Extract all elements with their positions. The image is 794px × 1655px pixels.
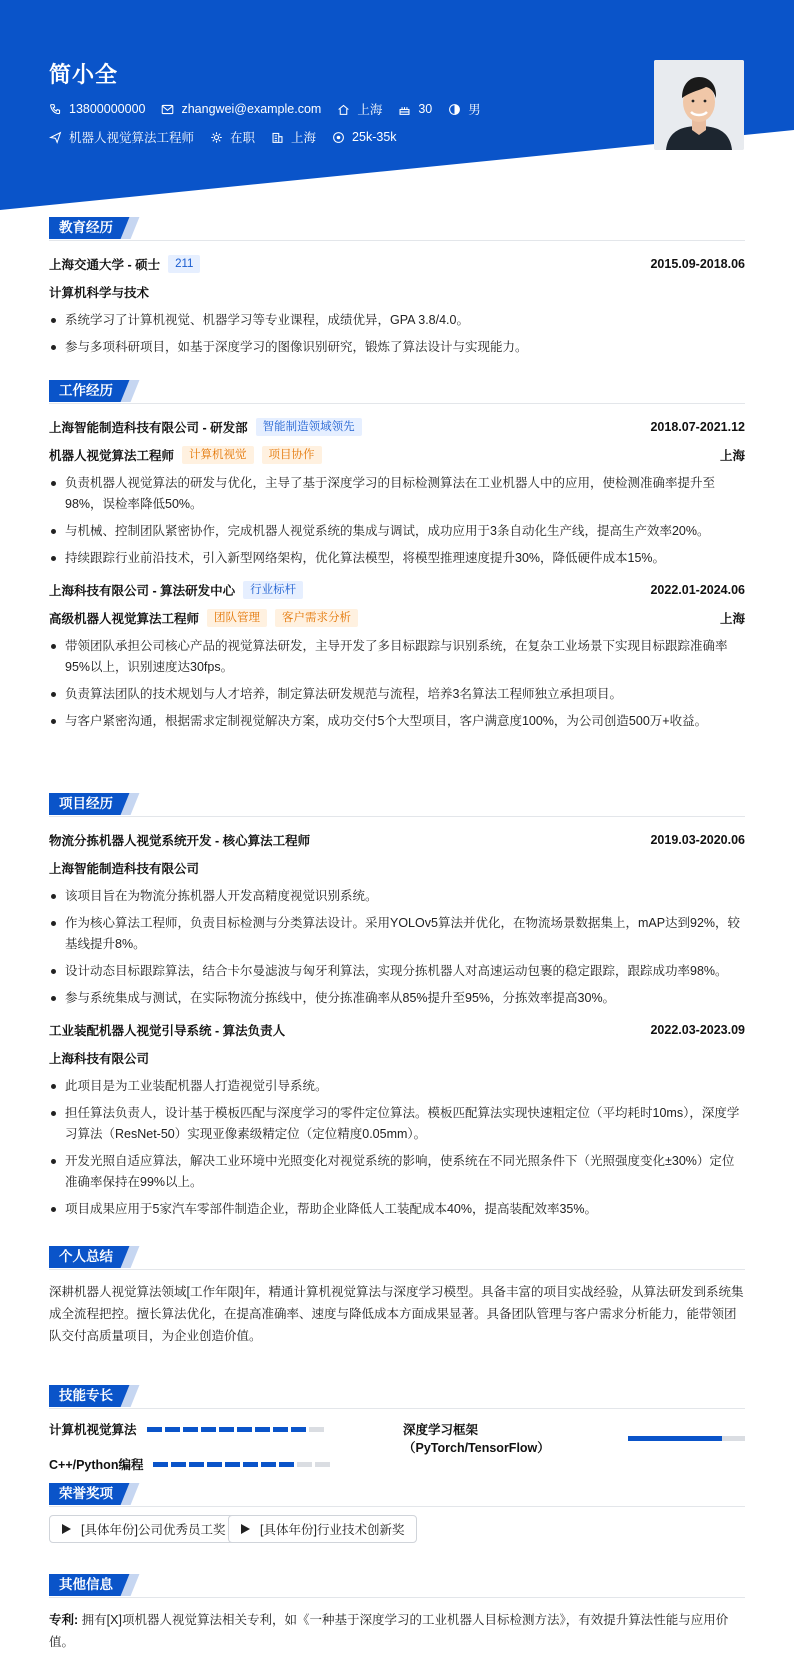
projects-section [49, 793, 745, 1216]
section-title: 荣誉奖项 [49, 1483, 123, 1505]
skill-segment [201, 1427, 216, 1432]
summary-section [49, 1246, 745, 1343]
email-text: zhangwei@example.com [181, 102, 322, 116]
salary-item [332, 130, 396, 144]
skill-tag: 团队管理 [207, 609, 267, 627]
skills-section [49, 1385, 745, 1472]
play-icon [62, 1524, 71, 1534]
skill-item [403, 1420, 745, 1456]
avatar [654, 60, 744, 150]
list-item: 带领团队承担公司核心产品的视觉算法研发，主导开发了多目标跟踪与识别系统，在复杂工业场景下实现目标跟踪准确率95%以上，识别速度达30fps。 [49, 636, 745, 678]
location-item [337, 100, 382, 118]
other-section [49, 1574, 745, 1649]
list-item: 负责机器人视觉算法的研发与优化，主导了基于深度学习的目标检测算法在工业机器人中的应用，使检测准确率提升至98%，误检率降低50%。 [49, 473, 745, 515]
section-header [49, 793, 745, 817]
list-item: 作为核心算法工程师，负责目标检测与分类算法设计。采用YOLOv5算法并优化，在物流场景数据集上，mAP达到92%，较基线提升8%。 [49, 913, 745, 955]
skill-tag: 计算机视觉 [182, 446, 254, 464]
list-item: 与客户紧密沟通，根据需求定制视觉解决方案，成功交付5个大型项目，客户满意度100%，为公司创造500万+收益。 [49, 711, 745, 732]
section-header [49, 217, 745, 241]
awards-list [49, 1515, 745, 1545]
project-bullets [49, 1076, 745, 1226]
skill-level-fill [628, 1436, 722, 1441]
home-icon [337, 103, 350, 116]
skill-name: C++/Python编程 [49, 1458, 144, 1472]
list-item: 参与多项科研项目，如基于深度学习的图像识别研究，锻炼了算法设计与实现能力。 [49, 337, 745, 358]
skill-segment [183, 1427, 198, 1432]
work-city: 上海 [719, 612, 745, 626]
job-target-text: 机器人视觉算法工程师 [69, 131, 195, 145]
project-header [49, 831, 745, 849]
candidate-name: 简小全 [49, 62, 119, 87]
list-item: 担任算法负责人，设计基于模板匹配与深度学习的零件定位算法。模板匹配算法实现快速粗定位（平均耗时10ms），深度学习算法（ResNet-50）实现亚像素级精定位（定位精度0.05mm）。 [49, 1103, 745, 1145]
job-title: 机器人视觉算法工程师 [49, 449, 175, 463]
school-tag: 211 [168, 255, 200, 273]
skill-segment [255, 1427, 270, 1432]
work-title-row [49, 609, 745, 627]
skill-segment [207, 1462, 222, 1467]
work-title-row [49, 446, 745, 464]
skill-segment [273, 1427, 288, 1432]
awards-section [49, 1483, 745, 1537]
skill-segment [309, 1427, 324, 1432]
skill-segment [219, 1427, 234, 1432]
award-text: [具体年份]公司优秀员工奖 [81, 1523, 226, 1537]
skill-segment [237, 1427, 252, 1432]
project-org-row [49, 859, 745, 877]
work-city: 上海 [719, 449, 745, 463]
gender-item [448, 100, 481, 118]
project-date: 2022.03-2023.09 [650, 1023, 745, 1037]
phone-icon [49, 103, 62, 116]
cake-icon [398, 103, 411, 116]
section-title: 其他信息 [49, 1574, 123, 1596]
project-org: 上海智能制造科技有限公司 [49, 862, 200, 876]
status-item [210, 128, 255, 146]
age-item [398, 102, 432, 116]
company-tag: 智能制造领域领先 [256, 418, 362, 436]
skill-level-bar [628, 1436, 745, 1441]
section-title: 教育经历 [49, 217, 123, 239]
target-city-text: 上海 [291, 131, 317, 145]
building-icon [271, 131, 284, 144]
skill-tag: 项目协作 [262, 446, 322, 464]
project-org: 上海科技有限公司 [49, 1052, 150, 1066]
list-item: 参与系统集成与测试，在实际物流分拣线中，使分拣准确率从85%提升至95%，分拣效率提高30%。 [49, 988, 745, 1009]
education-section [49, 217, 745, 354]
skill-segment [171, 1462, 186, 1467]
section-header [49, 380, 745, 404]
job-title: 高级机器人视觉算法工程师 [49, 612, 200, 626]
skill-segment [189, 1462, 204, 1467]
skill-tag: 客户需求分析 [275, 609, 358, 627]
company-name: 上海科技有限公司 - 算法研发中心 [49, 584, 236, 598]
summary-text: 深耕机器人视觉算法领域[工作年限]年，精通计算机视觉算法与深度学习模型。具备丰富的项目实战经验，从算法研发到系统集成全流程把控。擅长算法优化，在提高准确率、速度与降低成本方面成果显著。具备团队管理与客户需求分析能力，能带领团队交付高质量项目，为企业创造价值。 [49, 1285, 744, 1343]
skill-level-bar [153, 1462, 333, 1467]
phone-item [49, 102, 145, 116]
section-title: 个人总结 [49, 1246, 123, 1268]
section-title: 项目经历 [49, 793, 123, 815]
email-item [161, 102, 321, 116]
job-target-item [49, 128, 194, 146]
intent-row [49, 128, 413, 146]
skill-name: 计算机视觉算法 [49, 1423, 137, 1437]
list-item: 系统学习了计算机视觉、机器学习等专业课程，成绩优异，GPA 3.8/4.0。 [49, 310, 745, 331]
skill-segment [315, 1462, 330, 1467]
list-item: 与机械、控制团队紧密协作，完成机器人视觉系统的集成与调试，成功应用于3条自动化生产线，提高生产效率20%。 [49, 521, 745, 542]
work-header [49, 418, 745, 436]
list-item: 设计动态目标跟踪算法，结合卡尔曼滤波与匈牙利算法，实现分拣机器人对高速运动包裹的稳定跟踪，跟踪成功率98%。 [49, 961, 745, 982]
patent-line [49, 1609, 745, 1653]
list-item: 项目成果应用于5家汽车零部件制造企业，帮助企业降低人工装配成本40%，提高装配效率35%。 [49, 1199, 745, 1220]
work-date: 2018.07-2021.12 [650, 420, 745, 434]
award-text: [具体年份]行业技术创新奖 [260, 1523, 405, 1537]
play-icon [241, 1524, 250, 1534]
major-row [49, 283, 745, 301]
skill-segment [165, 1427, 180, 1432]
award-chip [228, 1515, 417, 1543]
skill-segment [225, 1462, 240, 1467]
company-name: 上海智能制造科技有限公司 - 研发部 [49, 421, 248, 435]
section-title: 技能专长 [49, 1385, 123, 1407]
mail-icon [161, 103, 174, 116]
age-text: 30 [418, 102, 433, 116]
patent-text: 拥有[X]项机器人视觉算法相关专利，如《一种基于深度学习的工业机器人目标检测方法》，有效提升算法性能与应用价值。 [49, 1613, 729, 1649]
section-header [49, 1574, 745, 1598]
section-header [49, 1385, 745, 1409]
education-date: 2015.09-2018.06 [650, 257, 745, 271]
project-date: 2019.03-2020.06 [650, 833, 745, 847]
gender-icon [448, 103, 461, 116]
work-date: 2022.01-2024.06 [650, 583, 745, 597]
work-section [49, 380, 745, 728]
section-header [49, 1246, 745, 1270]
work-bullets [49, 636, 745, 738]
list-item: 开发光照自适应算法，解决工业环境中光照变化对视觉系统的影响，使系统在不同光照条件下（光照强度变化±30%）定位准确率保持在99%以上。 [49, 1151, 745, 1193]
gear-icon [210, 131, 223, 144]
education-header [49, 255, 745, 273]
list-item: 持续跟踪行业前沿技术，引入新型网络架构，优化算法模型，将模型推理速度提升30%，降低硬件成本15%。 [49, 548, 745, 569]
project-bullets [49, 886, 745, 1015]
list-item: 负责算法团队的技术规划与人才培养，制定算法研发规范与流程，培养3名算法工程师独立承担项目。 [49, 684, 745, 705]
list-item: 此项目是为工业装配机器人打造视觉引导系统。 [49, 1076, 745, 1097]
section-header [49, 1483, 745, 1507]
skill-segment [153, 1462, 168, 1467]
section-title: 工作经历 [49, 380, 123, 402]
salary-text: 25k-35k [352, 130, 397, 144]
phone-text: 13800000000 [69, 102, 146, 116]
school-name: 上海交通大学 - 硕士 [49, 258, 161, 272]
skill-segment [243, 1462, 258, 1467]
list-item: 该项目旨在为物流分拣机器人开发高精度视觉识别系统。 [49, 886, 745, 907]
patent-label: 专利: [49, 1613, 79, 1627]
skill-segment [147, 1427, 162, 1432]
education-bullets [49, 310, 745, 364]
skill-item [49, 1420, 327, 1438]
target-city-item [271, 128, 316, 146]
project-name: 物流分拣机器人视觉系统开发 - 核心算法工程师 [49, 834, 311, 848]
work-bullets [49, 473, 745, 575]
skill-name: 深度学习框架（PyTorch/TensorFlow） [403, 1423, 550, 1455]
gender-text: 男 [468, 103, 481, 117]
project-name: 工业装配机器人视觉引导系统 - 算法负责人 [49, 1024, 286, 1038]
skill-level-bar [147, 1427, 327, 1432]
award-chip [49, 1515, 238, 1543]
skill-segment [297, 1462, 312, 1467]
major: 计算机科学与技术 [49, 286, 150, 300]
project-header [49, 1021, 745, 1039]
skill-segment [291, 1427, 306, 1432]
contact-row [49, 100, 497, 118]
location-text: 上海 [357, 103, 383, 117]
skill-segment [261, 1462, 276, 1467]
work-header [49, 581, 745, 599]
status-text: 在职 [230, 131, 256, 145]
send-icon [49, 131, 62, 144]
project-org-row [49, 1049, 745, 1067]
skill-item [49, 1455, 333, 1473]
coin-icon [332, 131, 345, 144]
skill-segment [279, 1462, 294, 1467]
company-tag: 行业标杆 [243, 581, 303, 599]
